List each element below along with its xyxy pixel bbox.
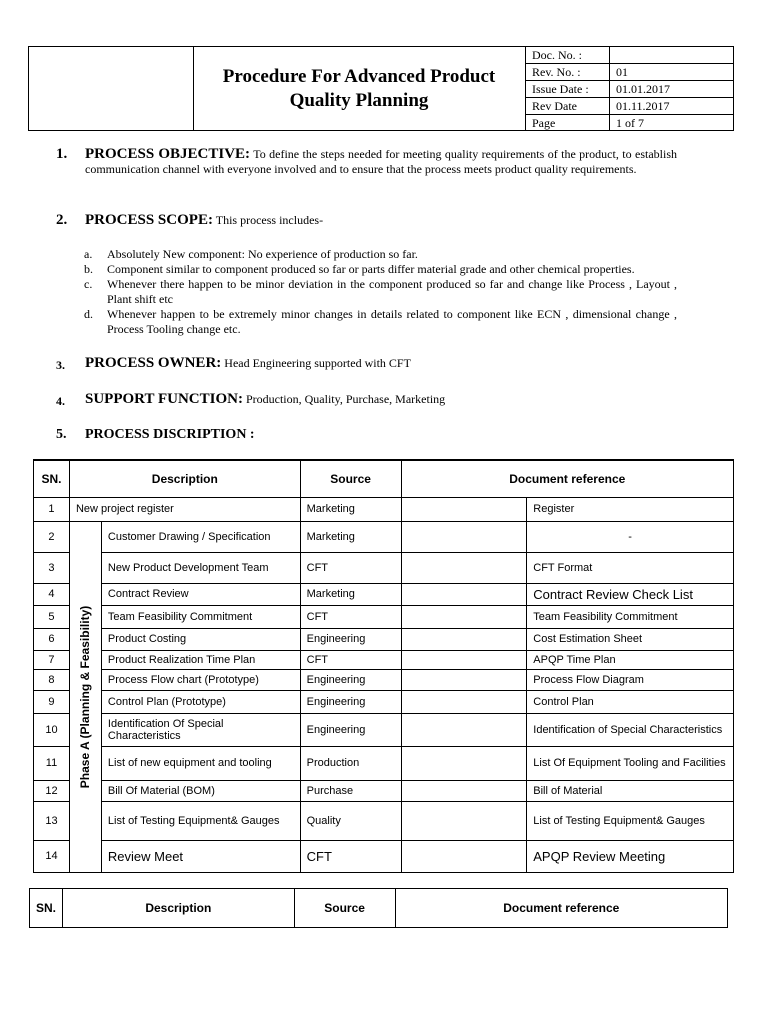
table-row: 11 List of new equipment and tooling Production List Of Equipment Tooling and Facilities [34,746,734,780]
section-text: Production, Quality, Purchase, Marketing [245,392,446,406]
col-header-source: Source [300,460,401,497]
table-row: 6 Product Costing Engineering Cost Estimation Sheet [34,628,734,650]
col-header-docref: Document reference [395,889,727,928]
process-table [33,459,734,873]
list-item: c. Whenever there happen to be minor deviation in the component produced so far and change like Process , Layout , Plant shift etc [84,277,677,306]
table-header-row [34,460,734,497]
table-row: 9 Control Plan (Prototype) Engineering Control Plan [34,690,734,713]
table-header-row [30,889,728,928]
list-item: b. Component similar to component produced so far or parts differ material grade and other chemical properties. [84,262,635,276]
logo-cell [29,47,194,130]
meta-issue-date: Issue Date : 01.01.2017 [526,81,734,98]
meta-page: Page 1 of 7 [526,115,734,130]
section-text: To define the steps needed for meeting quality requirements of the product, to establish communication channel with everyone involved and to ensure that the process meets product quality requirements. [85,147,677,176]
table-row: 2 Phase A (Planning & Feasibility) Customer Drawing / Specification Marketing - [34,521,734,552]
section-heading: PROCESS OWNER: [85,355,222,371]
phase-label-cell [69,521,101,872]
table-row: 5 Team Feasibility Commitment CFT Team Feasibility Commitment [34,605,734,628]
document-header [28,46,734,131]
col-header-description: Description [69,460,300,497]
table-row: 14 Review Meet CFT APQP Review Meeting [34,840,734,872]
col-header-description: Description [63,889,295,928]
process-table-2 [29,888,728,928]
meta-rev-date: Rev Date 01.11.2017 [526,98,734,115]
section-heading: PROCESS OBJECTIVE: [85,146,251,162]
table-row: 10 Identification Of Special Characteristics Engineering Identification of Special Characteristics [34,713,734,746]
meta-rev-no: Rev. No. : 01 [526,64,734,81]
meta-doc-no: Doc. No. : [526,47,734,64]
table-row: 7 Product Realization Time Plan CFT APQP Time Plan [34,650,734,669]
table-row: 12 Bill Of Material (BOM) Purchase Bill of Material [34,780,734,801]
document-title: Procedure For Advanced Product Quality Planning [222,65,496,111]
col-header-docref: Document reference [401,460,733,497]
col-header-sn: SN. [30,889,63,928]
table-row: 8 Process Flow chart (Prototype) Engineering Process Flow Diagram [34,669,734,690]
col-header-source: Source [294,889,395,928]
section-text: Head Engineering supported with CFT [224,356,411,370]
table-row: 3 New Product Development Team CFT CFT Format [34,552,734,583]
phase-label: Phase A (Planning & Feasibility) [78,605,93,788]
document-meta [525,47,734,130]
table-row: 13 List of Testing Equipment& Gauges Quality List of Testing Equipment& Gauges [34,801,734,840]
scope-list [84,247,677,337]
section-heading: SUPPORT FUNCTION: [85,391,243,407]
table-row: 1 New project register Marketing Register [34,497,734,521]
section-heading: PROCESS DISCRIPTION : [85,427,255,442]
table-row: 4 Contract Review Marketing Contract Review Check List [34,583,734,605]
section-text: This process includes- [215,213,324,227]
list-item: a. Absolutely New component: No experience of production so far. [84,247,418,261]
col-header-sn: SN. [34,460,70,497]
section-heading: PROCESS SCOPE: [85,212,213,228]
list-item: d. Whenever happen to be extremely minor changes in details related to component like ECN , dimensional change , Process Tooling change etc. [84,307,677,336]
